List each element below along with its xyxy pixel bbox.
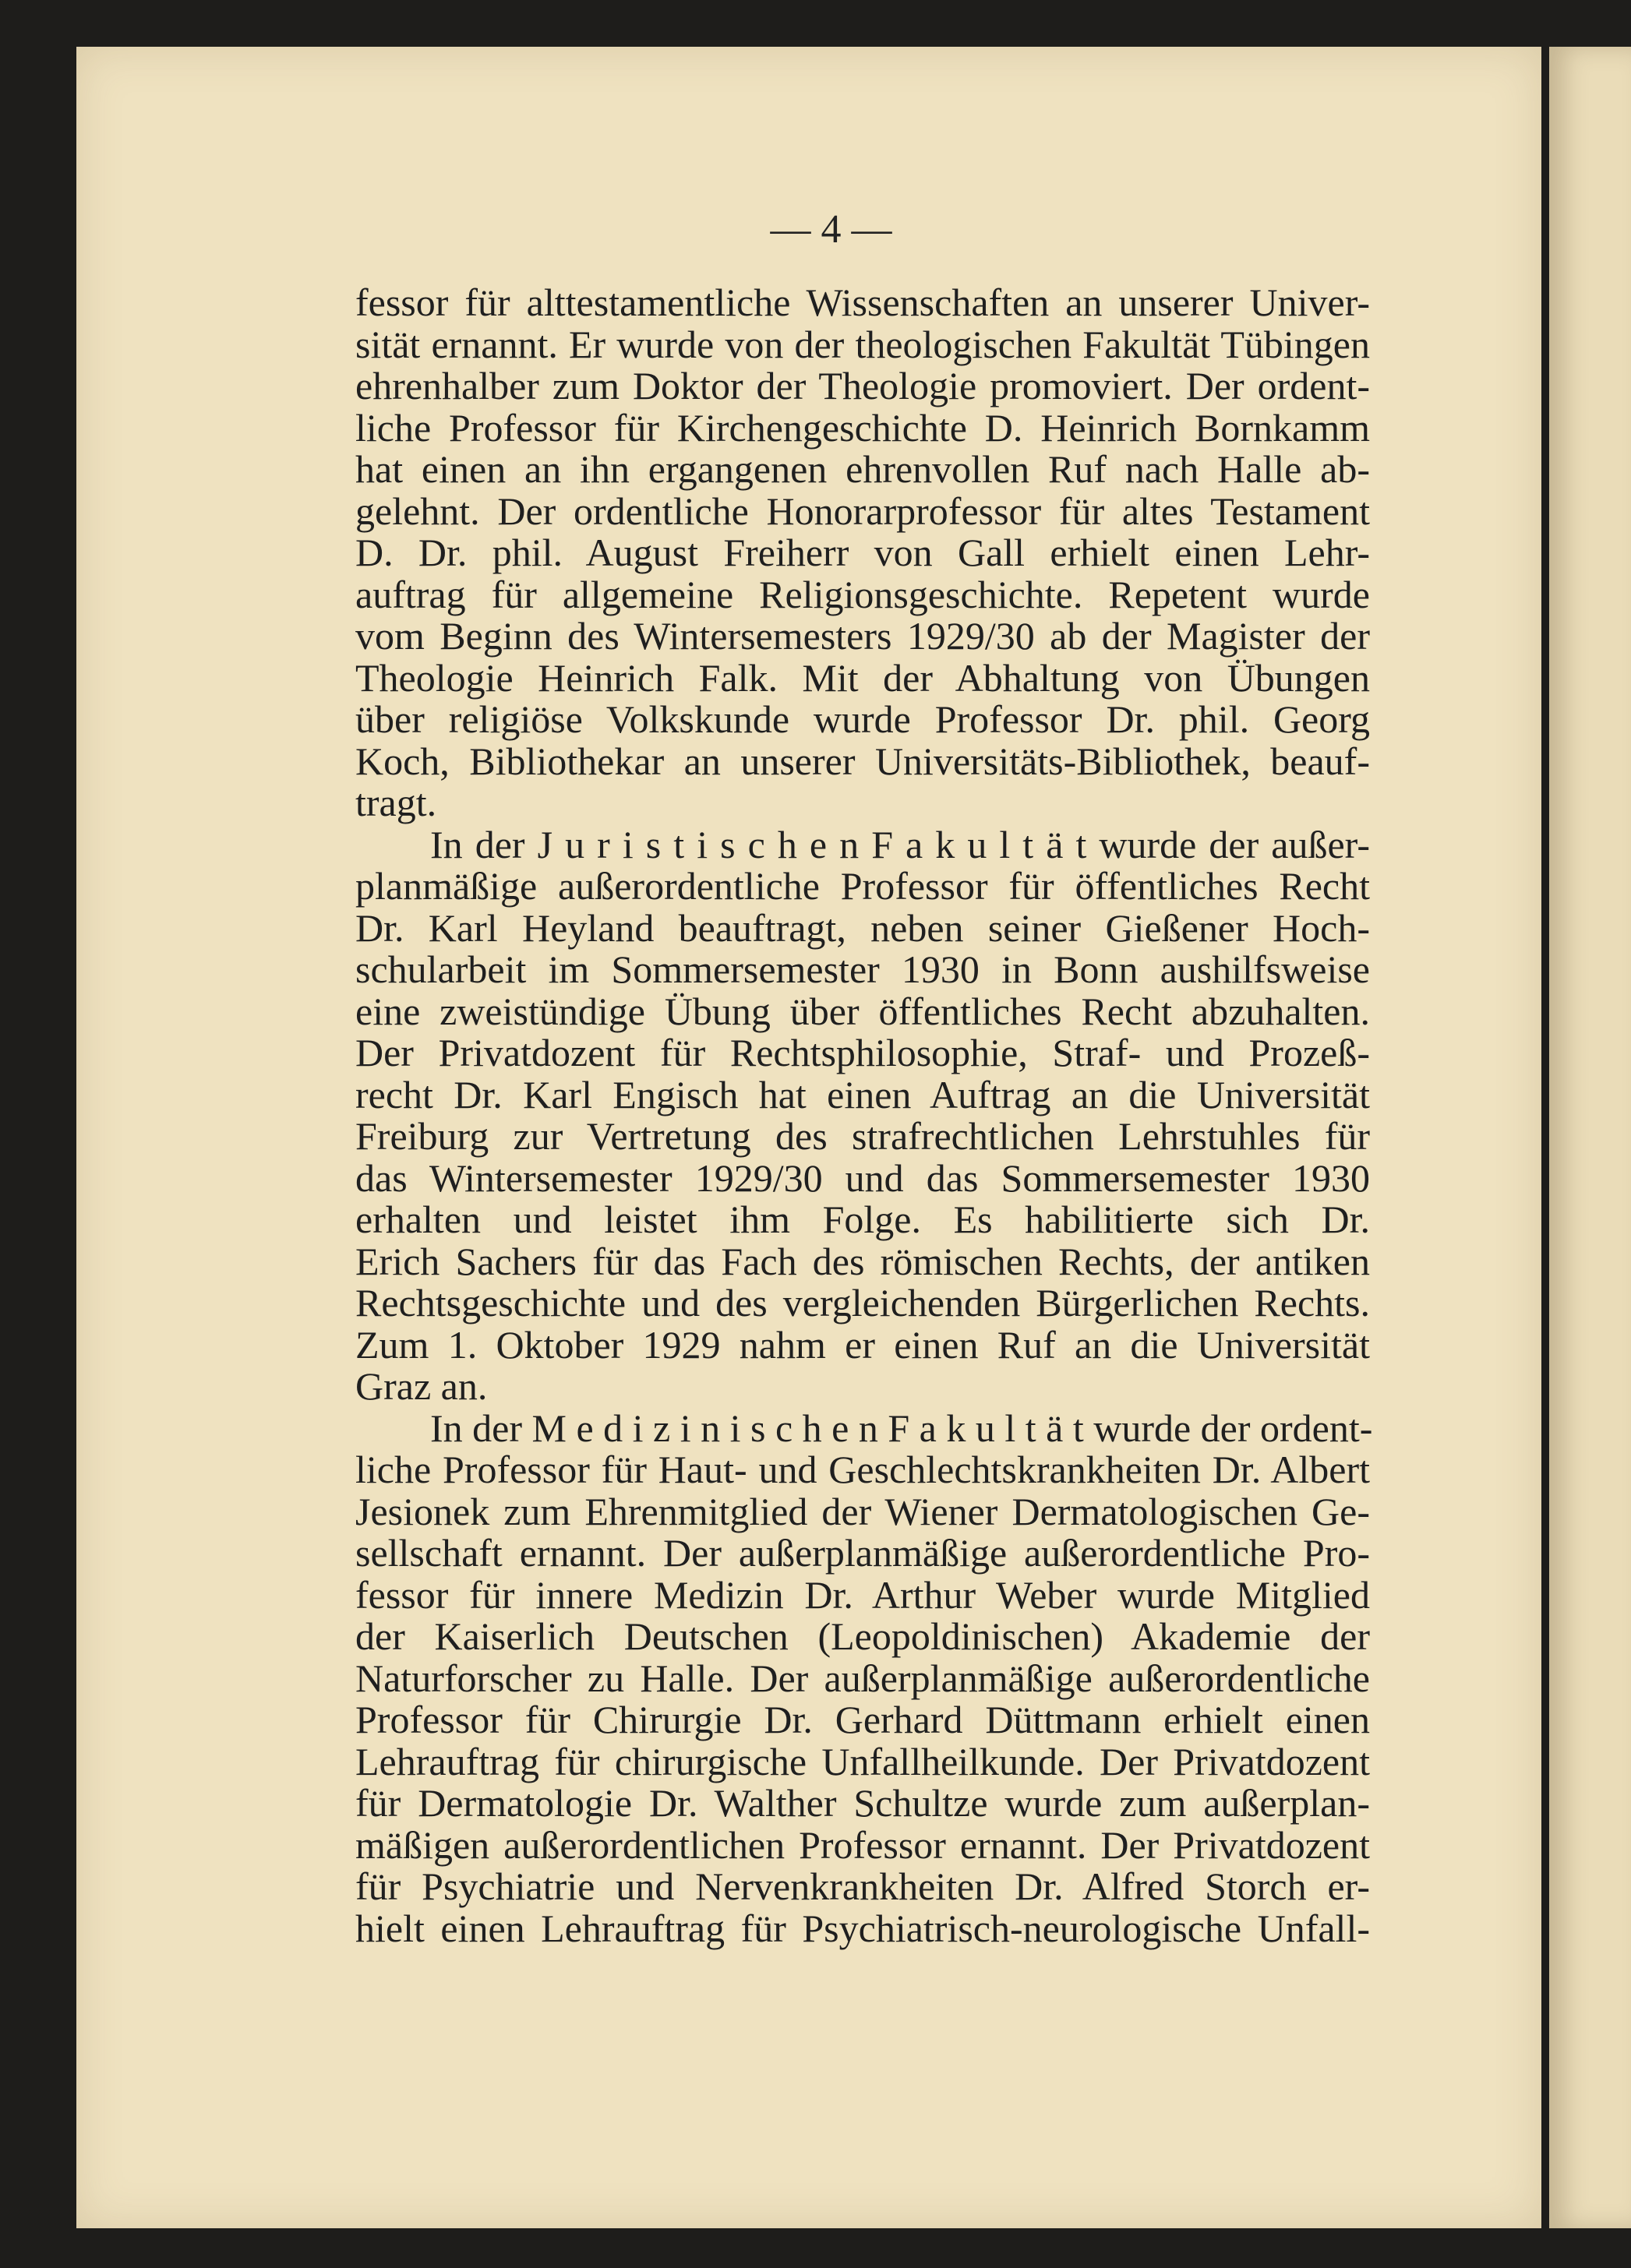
text-line: Der Privatdozent für Rechtsphilosophie, Straf- und Prozeß- <box>355 1031 1370 1074</box>
text-line: erhalten und leistet ihm Folge. Es habilitierte sich Dr. <box>355 1197 1370 1241</box>
text-line: Theologie Heinrich Falk. Mit der Abhaltung von Übungen <box>355 655 1370 700</box>
text-line: für Dermatologie Dr. Walther Schultze wurde zum außerplan- <box>355 1781 1370 1825</box>
text-line: Professor für Chirurgie Dr. Gerhard Düttmann erhielt einen <box>355 1698 1370 1741</box>
text-line: recht Dr. Karl Engisch hat einen Auftrag an die Universität <box>355 1072 1370 1116</box>
text-line: Dr. Karl Heyland beauftragt, neben seiner Gießener Hoch- <box>355 905 1370 950</box>
text-line: D. Dr. phil. August Freiherr von Gall erhielt einen Lehr- <box>355 531 1370 574</box>
text-line: fessor für innere Medizin Dr. Arthur Weber wurde Mitglied <box>355 1572 1370 1617</box>
text-line: das Wintersemester 1929/30 und das Sommersemester 1930 <box>355 1155 1370 1200</box>
text-line: fessor für alttestamentliche Wissenschaften an unserer Univer- <box>355 280 1370 324</box>
text-line: sellschaft ernannt. Der außerplanmäßige außerordentliche Pro- <box>355 1531 1370 1575</box>
text-line: über religiöse Volkskunde wurde Professor Dr. phil. Georg <box>355 697 1370 741</box>
text-line: gelehnt. Der ordentliche Honorarprofessor für altes Testament <box>355 489 1370 533</box>
text-line: Koch, Bibliothekar an unserer Universitäts-Bibliothek, beauf- <box>355 739 1370 783</box>
text-line: mäßigen außerordentlichen Professor ernannt. Der Privatdozent <box>355 1822 1370 1867</box>
text-line: hielt einen Lehrauftrag für Psychiatrisch-neurologische Unfall- <box>355 1906 1370 1950</box>
text-line: Rechtsgeschichte und des vergleichenden Bürgerlichen Rechts. <box>355 1281 1370 1324</box>
text-line: ehrenhalber zum Doktor der Theologie promoviert. Der ordent- <box>355 364 1370 407</box>
text-line: für Psychiatrie und Nervenkrankheiten Dr. Alfred Storch er- <box>355 1864 1370 1908</box>
text-line: der Kaiserlich Deutschen (Leopoldinischen) Akademie der <box>355 1614 1370 1658</box>
text-line: liche Professor für Kirchengeschichte D. Heinrich Bornkamm <box>355 405 1370 450</box>
text-line: Graz an. <box>355 1364 488 1408</box>
body-text <box>355 280 1373 1950</box>
text-line: liche Professor für Haut- und Geschlechtskrankheiten Dr. Albert <box>355 1448 1370 1491</box>
text-line: hat einen an ihn ergangenen ehrenvollen Ruf nach Halle ab- <box>355 447 1370 491</box>
text-line: Lehrauftrag für chirurgische Unfallheilkunde. Der Privatdozent <box>355 1739 1370 1783</box>
text-line: schularbeit im Sommersemester 1930 in Bonn aushilfsweise <box>355 947 1370 991</box>
adjacent-page-edge <box>1549 47 1631 2228</box>
text-line: planmäßige außerordentliche Professor für öffentliches Recht <box>355 864 1370 908</box>
text-line: Freiburg zur Vertretung des strafrechtlichen Lehrstuhles für <box>355 1114 1370 1158</box>
page-number-text: — 4 — <box>770 207 892 252</box>
text-line: Erich Sachers für das Fach des römischen Rechts, der antiken <box>355 1239 1370 1283</box>
text-line: vom Beginn des Wintersemesters 1929/30 ab der Magister der <box>355 614 1370 658</box>
text-line: tragt. <box>355 781 437 824</box>
text-line: Zum 1. Oktober 1929 nahm er einen Ruf an die Universität <box>355 1322 1370 1367</box>
text-line: Jesionek zum Ehrenmitglied der Wiener Dermatologischen Ge- <box>355 1489 1370 1533</box>
text-line: In der J u r i s t i s c h e n F a k u l t ä t wurde der außer- <box>430 822 1370 866</box>
text-line: auftrag für allgemeine Religionsgeschichte. Repetent wurde <box>355 572 1370 616</box>
text-line: sität ernannt. Er wurde von der theologischen Fakultät Tübingen <box>355 322 1370 366</box>
page-number <box>0 206 1631 252</box>
text-line: Naturforscher zu Halle. Der außerplanmäßige außerordentliche <box>355 1656 1370 1700</box>
text-line: In der M e d i z i n i s c h e n F a k u l t ä t wurde der ordent- <box>430 1406 1373 1450</box>
text-line: eine zweistündige Übung über öffentliches Recht abzuhalten. <box>355 989 1370 1033</box>
